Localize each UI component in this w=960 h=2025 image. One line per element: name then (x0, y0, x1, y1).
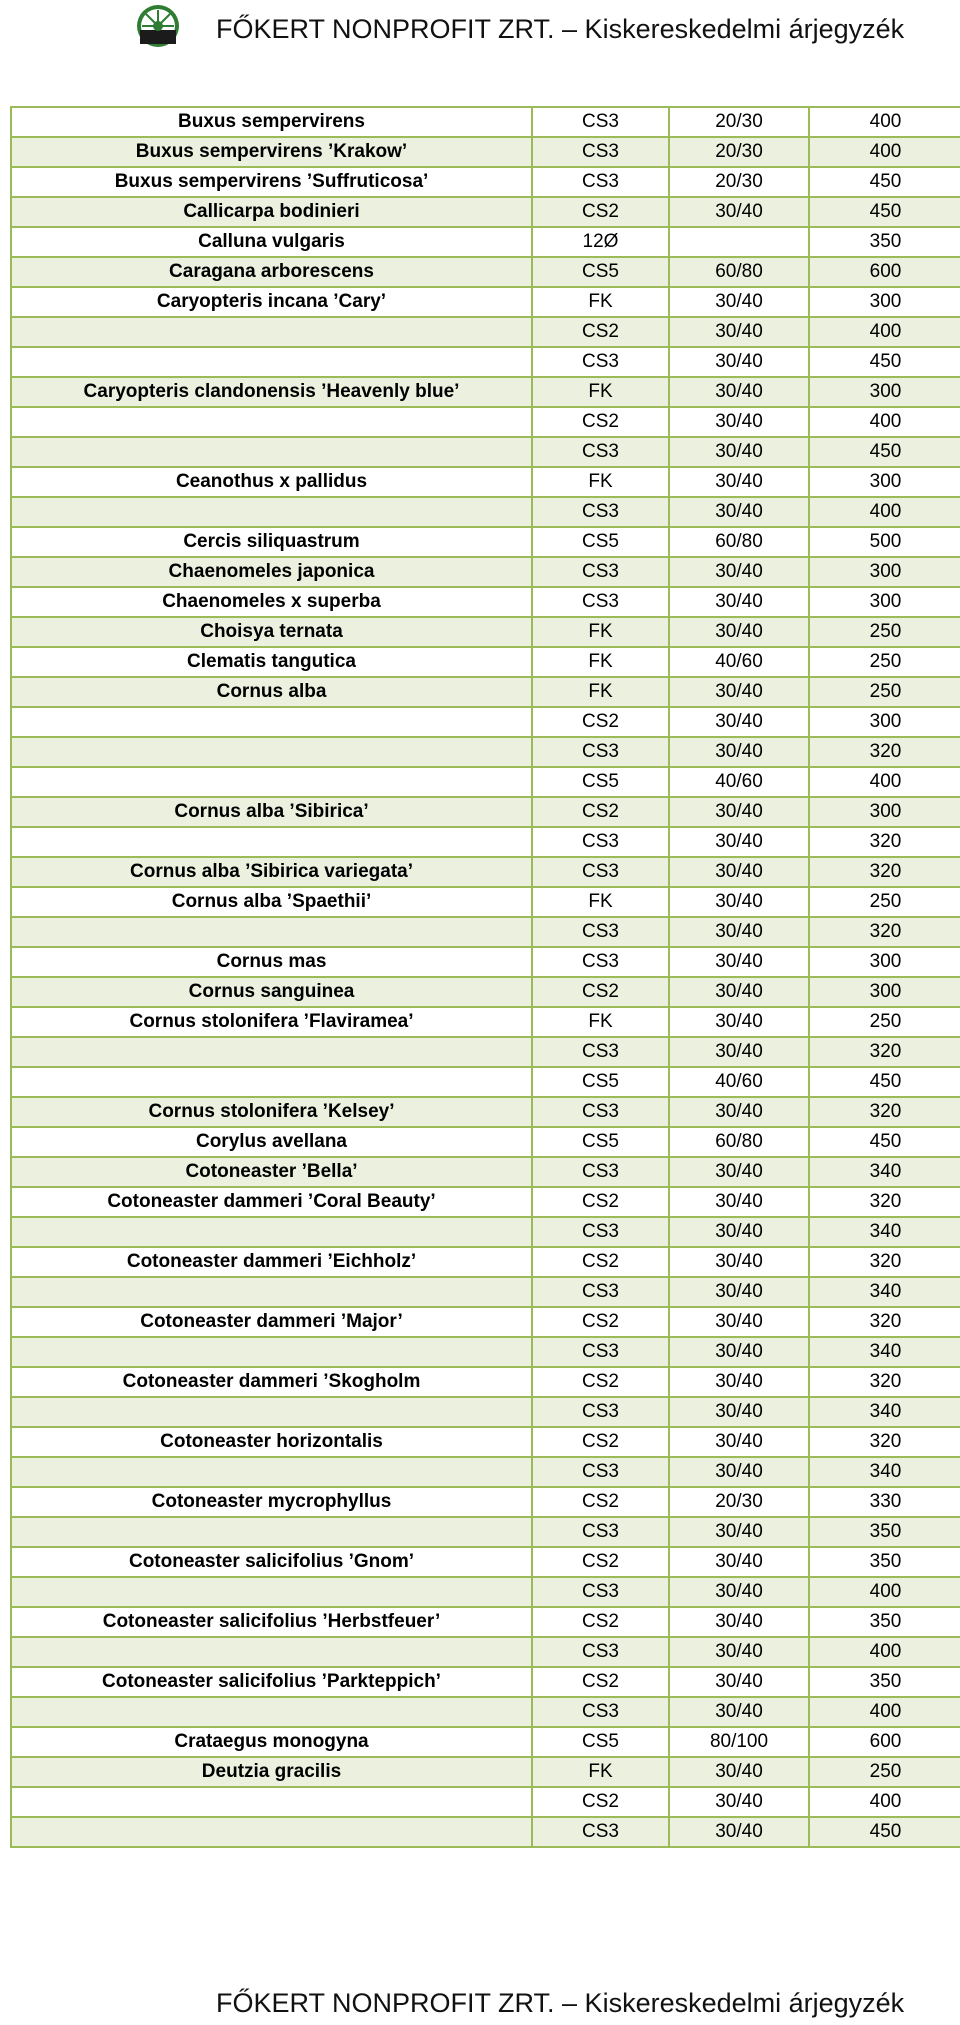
price-cell: 340 (809, 1157, 960, 1187)
size-cell: 40/60 (669, 1067, 809, 1097)
container-cell: CS3 (532, 347, 669, 377)
container-cell: CS3 (532, 1277, 669, 1307)
price-cell: 250 (809, 647, 960, 677)
container-cell: CS3 (532, 1397, 669, 1427)
price-cell: 500 (809, 527, 960, 557)
plant-name-cell (11, 1457, 532, 1487)
table-row (11, 857, 960, 887)
plant-name-cell: Cornus mas (11, 947, 532, 977)
container-cell: CS3 (532, 137, 669, 167)
plant-name-cell (11, 917, 532, 947)
size-cell: 30/40 (669, 1157, 809, 1187)
table-row (11, 1397, 960, 1427)
plant-name-cell (11, 1577, 532, 1607)
table-row (11, 677, 960, 707)
table-row (11, 1757, 960, 1787)
table-row (11, 107, 960, 137)
container-cell: CS2 (532, 197, 669, 227)
size-cell: 20/30 (669, 107, 809, 137)
price-cell: 400 (809, 107, 960, 137)
size-cell: 30/40 (669, 287, 809, 317)
price-cell: 400 (809, 1697, 960, 1727)
table-row (11, 437, 960, 467)
size-cell: 30/40 (669, 1307, 809, 1337)
price-cell: 250 (809, 1757, 960, 1787)
price-cell: 300 (809, 797, 960, 827)
container-cell: CS2 (532, 1547, 669, 1577)
container-cell: CS2 (532, 1667, 669, 1697)
table-row (11, 977, 960, 1007)
size-cell: 30/40 (669, 407, 809, 437)
plant-name-cell: Buxus sempervirens ’Krakow’ (11, 137, 532, 167)
size-cell: 30/40 (669, 677, 809, 707)
size-cell: 30/40 (669, 1037, 809, 1067)
plant-name-cell: Cornus alba ’Sibirica variegata’ (11, 857, 532, 887)
plant-name-cell (11, 1817, 532, 1847)
container-cell: CS3 (532, 557, 669, 587)
container-cell: CS5 (532, 1067, 669, 1097)
plant-name-cell (11, 347, 532, 377)
page-header (0, 0, 960, 60)
size-cell: 30/40 (669, 1817, 809, 1847)
plant-name-cell: Cercis siliquastrum (11, 527, 532, 557)
size-cell: 30/40 (669, 1607, 809, 1637)
size-cell: 60/80 (669, 527, 809, 557)
size-cell: 30/40 (669, 1637, 809, 1667)
size-cell: 20/30 (669, 137, 809, 167)
table-row (11, 287, 960, 317)
price-table (10, 106, 960, 1848)
size-cell: 30/40 (669, 1367, 809, 1397)
size-cell: 30/40 (669, 1697, 809, 1727)
table-row (11, 1097, 960, 1127)
plant-name-cell (11, 767, 532, 797)
plant-name-cell (11, 707, 532, 737)
table-row (11, 1037, 960, 1067)
size-cell: 30/40 (669, 1247, 809, 1277)
price-cell: 340 (809, 1277, 960, 1307)
container-cell: CS3 (532, 947, 669, 977)
size-cell: 30/40 (669, 317, 809, 347)
plant-name-cell: Callicarpa bodinieri (11, 197, 532, 227)
table-row (11, 1007, 960, 1037)
size-cell: 20/30 (669, 1487, 809, 1517)
plant-name-cell: Caragana arborescens (11, 257, 532, 287)
company-logo-icon (136, 4, 180, 48)
container-cell: CS2 (532, 1787, 669, 1817)
container-cell: CS3 (532, 107, 669, 137)
container-cell: CS5 (532, 257, 669, 287)
container-cell: FK (532, 467, 669, 497)
size-cell: 30/40 (669, 1187, 809, 1217)
price-cell: 400 (809, 497, 960, 527)
plant-name-cell: Choisya ternata (11, 617, 532, 647)
container-cell: CS3 (532, 1517, 669, 1547)
container-cell: CS3 (532, 857, 669, 887)
table-row (11, 317, 960, 347)
size-cell: 30/40 (669, 947, 809, 977)
size-cell: 30/40 (669, 1397, 809, 1427)
plant-name-cell: Cotoneaster horizontalis (11, 1427, 532, 1457)
price-cell: 400 (809, 1637, 960, 1667)
table-row (11, 407, 960, 437)
size-cell: 30/40 (669, 197, 809, 227)
table-row (11, 797, 960, 827)
table-row (11, 1547, 960, 1577)
price-cell: 350 (809, 227, 960, 257)
price-cell: 350 (809, 1667, 960, 1697)
container-cell: CS5 (532, 527, 669, 557)
price-cell: 350 (809, 1517, 960, 1547)
table-row (11, 587, 960, 617)
price-cell: 400 (809, 1787, 960, 1817)
container-cell: CS3 (532, 1457, 669, 1487)
plant-name-cell: Cornus sanguinea (11, 977, 532, 1007)
plant-name-cell (11, 1337, 532, 1367)
price-cell: 450 (809, 197, 960, 227)
plant-name-cell (11, 1637, 532, 1667)
plant-name-cell: Chaenomeles x superba (11, 587, 532, 617)
table-row (11, 737, 960, 767)
container-cell: FK (532, 647, 669, 677)
plant-name-cell: Cotoneaster dammeri ’Skogholm (11, 1367, 532, 1397)
size-cell: 30/40 (669, 557, 809, 587)
price-cell: 250 (809, 887, 960, 917)
container-cell: CS3 (532, 1037, 669, 1067)
container-cell: CS3 (532, 1217, 669, 1247)
plant-name-cell: Cotoneaster mycrophyllus (11, 1487, 532, 1517)
table-row (11, 137, 960, 167)
table-row (11, 1217, 960, 1247)
container-cell: CS3 (532, 437, 669, 467)
price-cell: 340 (809, 1217, 960, 1247)
plant-name-cell: Caryopteris incana ’Cary’ (11, 287, 532, 317)
container-cell: CS2 (532, 1367, 669, 1397)
container-cell: CS2 (532, 1427, 669, 1457)
container-cell: CS3 (532, 1637, 669, 1667)
price-cell: 450 (809, 1817, 960, 1847)
size-cell: 60/80 (669, 257, 809, 287)
container-cell: FK (532, 617, 669, 647)
price-cell: 300 (809, 707, 960, 737)
plant-name-cell: Corylus avellana (11, 1127, 532, 1157)
plant-name-cell: Cornus stolonifera ’Flaviramea’ (11, 1007, 532, 1037)
plant-name-cell: Cotoneaster salicifolius ’Gnom’ (11, 1547, 532, 1577)
plant-name-cell: Calluna vulgaris (11, 227, 532, 257)
table-row (11, 167, 960, 197)
plant-name-cell: Cotoneaster dammeri ’Coral Beauty’ (11, 1187, 532, 1217)
container-cell: FK (532, 287, 669, 317)
plant-name-cell (11, 437, 532, 467)
table-row (11, 557, 960, 587)
size-cell: 30/40 (669, 737, 809, 767)
table-row (11, 827, 960, 857)
table-row (11, 1817, 960, 1847)
size-cell: 30/40 (669, 887, 809, 917)
size-cell: 30/40 (669, 1547, 809, 1577)
plant-name-cell (11, 1217, 532, 1247)
price-cell: 320 (809, 917, 960, 947)
size-cell: 30/40 (669, 617, 809, 647)
container-cell: CS2 (532, 317, 669, 347)
table-row (11, 467, 960, 497)
price-cell: 450 (809, 347, 960, 377)
price-cell: 320 (809, 1037, 960, 1067)
container-cell: CS5 (532, 1727, 669, 1757)
size-cell: 30/40 (669, 1757, 809, 1787)
container-cell: CS2 (532, 1607, 669, 1637)
price-cell: 330 (809, 1487, 960, 1517)
price-cell: 320 (809, 1367, 960, 1397)
plant-name-cell: Crataegus monogyna (11, 1727, 532, 1757)
size-cell: 40/60 (669, 767, 809, 797)
table-row (11, 197, 960, 227)
container-cell: CS3 (532, 587, 669, 617)
plant-name-cell (11, 1037, 532, 1067)
price-cell: 320 (809, 857, 960, 887)
container-cell: CS2 (532, 1307, 669, 1337)
size-cell: 30/40 (669, 707, 809, 737)
container-cell: CS5 (532, 767, 669, 797)
table-row (11, 1427, 960, 1457)
price-cell: 250 (809, 617, 960, 647)
table-row (11, 1187, 960, 1217)
size-cell: 30/40 (669, 1337, 809, 1367)
price-cell: 340 (809, 1457, 960, 1487)
price-cell: 400 (809, 407, 960, 437)
table-row (11, 1367, 960, 1397)
size-cell: 30/40 (669, 827, 809, 857)
table-row (11, 767, 960, 797)
container-cell: CS3 (532, 1157, 669, 1187)
size-cell: 20/30 (669, 167, 809, 197)
container-cell: CS3 (532, 737, 669, 767)
table-row (11, 1337, 960, 1367)
plant-name-cell: Buxus sempervirens ’Suffruticosa’ (11, 167, 532, 197)
price-cell: 400 (809, 317, 960, 347)
table-row (11, 1727, 960, 1757)
plant-name-cell: Cotoneaster salicifolius ’Herbstfeuer’ (11, 1607, 532, 1637)
price-cell: 350 (809, 1607, 960, 1637)
table-row (11, 1247, 960, 1277)
container-cell: CS2 (532, 977, 669, 1007)
table-row (11, 377, 960, 407)
price-cell: 450 (809, 167, 960, 197)
price-cell: 300 (809, 287, 960, 317)
plant-name-cell: Chaenomeles japonica (11, 557, 532, 587)
plant-name-cell: Cornus alba ’Spaethii’ (11, 887, 532, 917)
container-cell: CS2 (532, 1187, 669, 1217)
plant-name-cell: Buxus sempervirens (11, 107, 532, 137)
table-row (11, 1517, 960, 1547)
plant-name-cell (11, 317, 532, 347)
plant-name-cell: Cotoneaster salicifolius ’Parkteppich’ (11, 1667, 532, 1697)
container-cell: CS3 (532, 1577, 669, 1607)
size-cell: 30/40 (669, 1787, 809, 1817)
price-cell: 320 (809, 827, 960, 857)
table-row (11, 1607, 960, 1637)
table-row (11, 347, 960, 377)
size-cell: 30/40 (669, 1097, 809, 1127)
table-row (11, 1487, 960, 1517)
table-row (11, 1577, 960, 1607)
price-cell: 300 (809, 377, 960, 407)
container-cell: CS3 (532, 167, 669, 197)
price-cell: 300 (809, 587, 960, 617)
container-cell: CS3 (532, 917, 669, 947)
table-row (11, 1637, 960, 1667)
container-cell: CS2 (532, 1247, 669, 1277)
table-row (11, 1787, 960, 1817)
plant-name-cell: Deutzia gracilis (11, 1757, 532, 1787)
table-row (11, 617, 960, 647)
table-row (11, 887, 960, 917)
plant-name-cell (11, 737, 532, 767)
size-cell: 60/80 (669, 1127, 809, 1157)
table-row (11, 1277, 960, 1307)
price-cell: 320 (809, 1187, 960, 1217)
table-row (11, 527, 960, 557)
size-cell: 30/40 (669, 857, 809, 887)
price-cell: 340 (809, 1337, 960, 1367)
container-cell: CS5 (532, 1127, 669, 1157)
container-cell: CS3 (532, 1697, 669, 1727)
container-cell: FK (532, 887, 669, 917)
size-cell: 30/40 (669, 977, 809, 1007)
price-cell: 250 (809, 677, 960, 707)
plant-name-cell (11, 1787, 532, 1817)
size-cell: 30/40 (669, 1667, 809, 1697)
plant-name-cell (11, 497, 532, 527)
price-cell: 320 (809, 1247, 960, 1277)
price-table-body (11, 107, 960, 1847)
container-cell: CS3 (532, 1337, 669, 1367)
price-cell: 450 (809, 1127, 960, 1157)
table-row (11, 1307, 960, 1337)
table-row (11, 257, 960, 287)
table-row (11, 1067, 960, 1097)
size-cell: 30/40 (669, 1217, 809, 1247)
price-cell: 320 (809, 1097, 960, 1127)
price-cell: 450 (809, 437, 960, 467)
plant-name-cell: Ceanothus x pallidus (11, 467, 532, 497)
size-cell: 80/100 (669, 1727, 809, 1757)
container-cell: CS2 (532, 707, 669, 737)
plant-name-cell (11, 407, 532, 437)
size-cell: 30/40 (669, 377, 809, 407)
plant-name-cell (11, 1277, 532, 1307)
size-cell: 30/40 (669, 1427, 809, 1457)
size-cell: 30/40 (669, 1577, 809, 1607)
table-row (11, 1697, 960, 1727)
table-row (11, 227, 960, 257)
price-cell: 300 (809, 977, 960, 1007)
price-cell: 320 (809, 1427, 960, 1457)
price-cell: 600 (809, 1727, 960, 1757)
size-cell: 40/60 (669, 647, 809, 677)
size-cell: 30/40 (669, 587, 809, 617)
plant-name-cell: Cotoneaster dammeri ’Major’ (11, 1307, 532, 1337)
size-cell: 30/40 (669, 467, 809, 497)
size-cell: 30/40 (669, 347, 809, 377)
table-row (11, 947, 960, 977)
size-cell: 30/40 (669, 917, 809, 947)
price-cell: 250 (809, 1007, 960, 1037)
container-cell: 12Ø (532, 227, 669, 257)
container-cell: FK (532, 677, 669, 707)
price-cell: 320 (809, 737, 960, 767)
plant-name-cell: Cotoneaster ’Bella’ (11, 1157, 532, 1187)
container-cell: CS2 (532, 407, 669, 437)
price-cell: 300 (809, 947, 960, 977)
plant-name-cell: Cornus stolonifera ’Kelsey’ (11, 1097, 532, 1127)
table-row (11, 1457, 960, 1487)
table-row (11, 707, 960, 737)
plant-name-cell: Cornus alba ’Sibirica’ (11, 797, 532, 827)
price-cell: 600 (809, 257, 960, 287)
price-cell: 400 (809, 767, 960, 797)
page-footer-title: FŐKERT NONPROFIT ZRT. – Kiskereskedelmi árjegyzék (216, 1988, 905, 2018)
plant-name-cell (11, 1397, 532, 1427)
size-cell: 30/40 (669, 1517, 809, 1547)
size-cell (669, 227, 809, 257)
plant-name-cell: Cotoneaster dammeri ’Eichholz’ (11, 1247, 532, 1277)
plant-name-cell: Clematis tangutica (11, 647, 532, 677)
size-cell: 30/40 (669, 797, 809, 827)
size-cell: 30/40 (669, 1277, 809, 1307)
container-cell: FK (532, 377, 669, 407)
plant-name-cell (11, 1517, 532, 1547)
price-cell: 400 (809, 1577, 960, 1607)
size-cell: 30/40 (669, 497, 809, 527)
table-row (11, 917, 960, 947)
size-cell: 30/40 (669, 437, 809, 467)
plant-name-cell (11, 1697, 532, 1727)
plant-name-cell: Caryopteris clandonensis ’Heavenly blue’ (11, 377, 532, 407)
page-title: FŐKERT NONPROFIT ZRT. – Kiskereskedelmi árjegyzék (216, 14, 905, 44)
table-row (11, 647, 960, 677)
container-cell: FK (532, 1757, 669, 1787)
table-row (11, 1667, 960, 1697)
container-cell: CS3 (532, 827, 669, 857)
container-cell: FK (532, 1007, 669, 1037)
price-cell: 300 (809, 467, 960, 497)
price-cell: 400 (809, 137, 960, 167)
size-cell: 30/40 (669, 1007, 809, 1037)
price-cell: 340 (809, 1397, 960, 1427)
table-row (11, 497, 960, 527)
price-cell: 350 (809, 1547, 960, 1577)
size-cell: 30/40 (669, 1457, 809, 1487)
container-cell: CS2 (532, 797, 669, 827)
price-cell: 450 (809, 1067, 960, 1097)
plant-name-cell: Cornus alba (11, 677, 532, 707)
table-row (11, 1157, 960, 1187)
container-cell: CS2 (532, 1487, 669, 1517)
price-cell: 320 (809, 1307, 960, 1337)
table-row (11, 1127, 960, 1157)
plant-name-cell (11, 827, 532, 857)
price-cell: 300 (809, 557, 960, 587)
container-cell: CS3 (532, 497, 669, 527)
container-cell: CS3 (532, 1817, 669, 1847)
container-cell: CS3 (532, 1097, 669, 1127)
plant-name-cell (11, 1067, 532, 1097)
